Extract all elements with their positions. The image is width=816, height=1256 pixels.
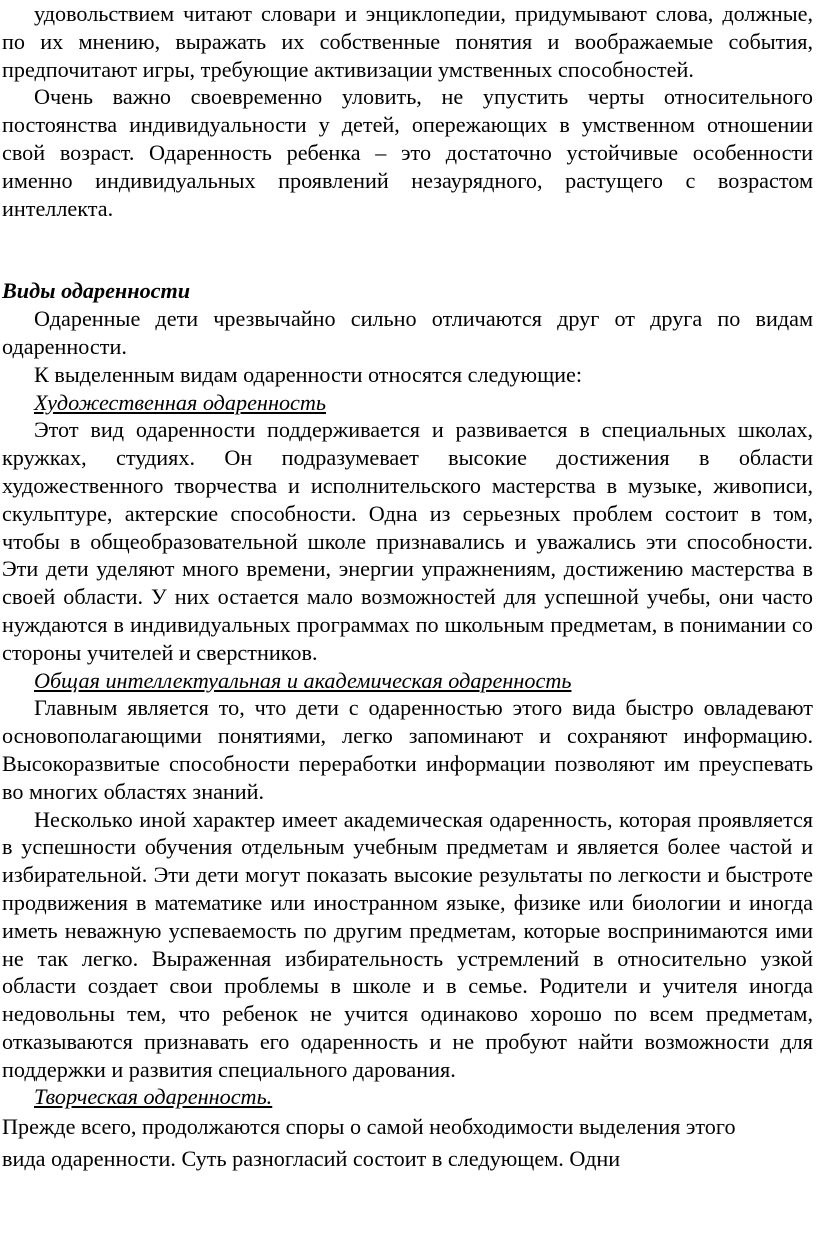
spacer: [2, 222, 813, 277]
document-page: [2, 0, 813, 1175]
subsection-heading: Художественная одаренность: [34, 389, 327, 415]
subsection-heading: Общая интеллектуальная и академическая одаренность: [34, 667, 572, 693]
subsection-heading: Творческая одаренность.: [34, 1084, 273, 1110]
paragraph: Очень важно своевременно уловить, не упустить черты относительного постоянства индивидуальности у детей, опережающих в умственном отношении свой возраст. Одаренность ребенка – это достаточно устойчивые особенности именно индивидуальных проявлений незаурядного, растущего с возрастом интеллекта.: [2, 84, 813, 221]
paragraph: Прежде всего, продолжаются споры о самой необходимости выделения этого вида одаренности. Суть разногласий состоит в следующем. Одни: [2, 1114, 736, 1172]
paragraph: Главным является то, что дети с одаренностью этого вида быстро овладевают основополагающими понятиями, легко запоминают и сохраняют информацию. Высокоразвитые способности переработки информации позволяют им преуспевать во многих областях знаний.: [2, 695, 813, 804]
paragraph: удовольствием читают словари и энциклопедии, придумывают слова, должные, по их мнению, выражать их собственные понятия и воображаемые события, предпочитают игры, требующие активизации умственных способностей.: [2, 1, 813, 82]
paragraph: Одаренные дети чрезвычайно сильно отличаются друг от друга по видам одаренности.: [2, 306, 813, 359]
section-heading: Виды одаренности: [2, 278, 191, 304]
paragraph: Несколько иной характер имеет академическая одаренность, которая проявляется в успешности обучения отдельным учебным предметам и является более частой и избирательной. Эти дети могут показать высокие результаты по легкости и быстроте продвижения в математике или иностранном языке, физике или биологии и иногда иметь неважную успеваемость по другим предметам, которые воспринимаются ими не так легко. Выраженная избирательность устремлений в относительно узкой области создает свои проблемы в школе и в семье. Родители и учителя иногда недовольны тем, что ребенок не учится одинаково хорошо по всем предметам, отказываются признавать его одаренность и не пробуют найти возможности для поддержки и развития специального дарования.: [2, 806, 813, 1082]
paragraph: Этот вид одаренности поддерживается и развивается в специальных школах, кружках, студиях. Он подразумевает высокие достижения в области художественного творчества и исполнительского мастерства в музыке, живописи, скульптуре, актерские способности. Одна из серьезных проблем состоит в том, чтобы в общеобразовательной школе признавались и уважались эти способности. Эти дети уделяют много времени, энергии упражнениям, достижению мастерства в своей области. У них остается мало возможностей для успешной учебы, они часто нуждаются в индивидуальных программах по школьным предметам, в понимании со стороны учителей и сверстников.: [2, 417, 813, 665]
paragraph: К выделенным видам одаренности относятся следующие:: [34, 361, 583, 387]
